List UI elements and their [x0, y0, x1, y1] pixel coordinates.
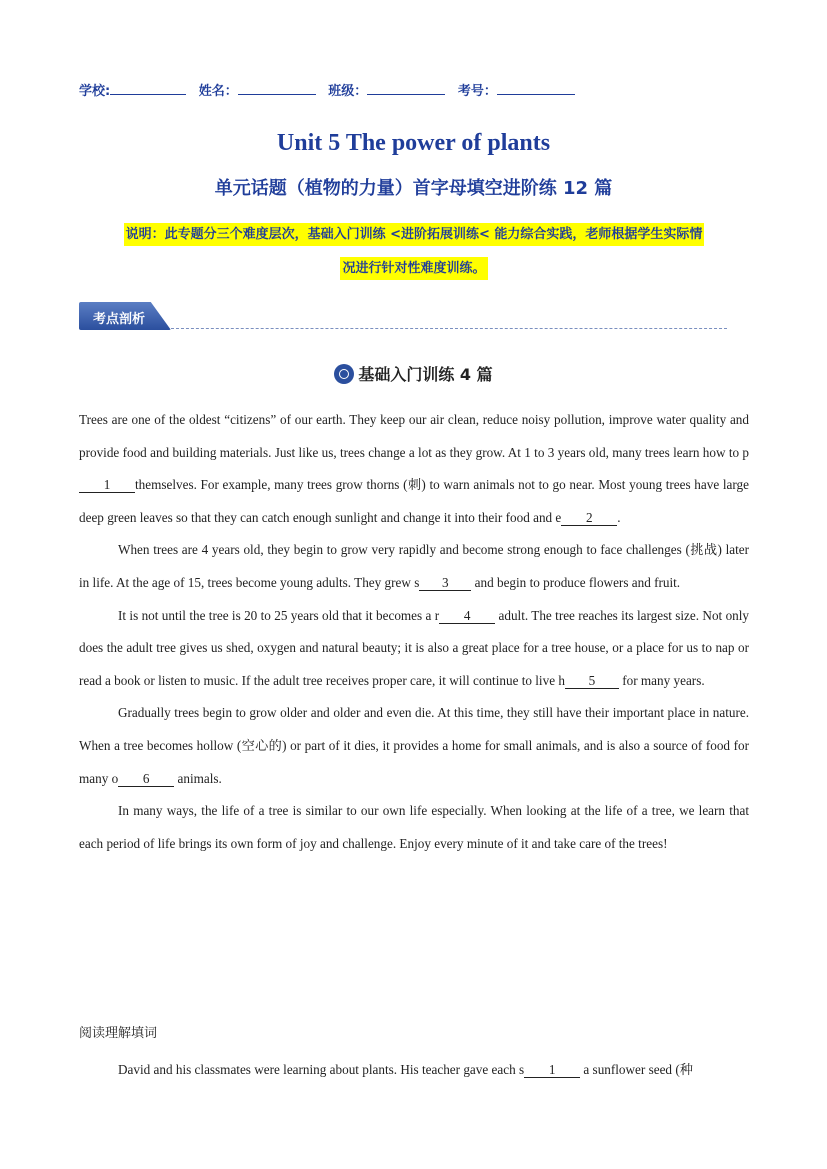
note-line-2: 况进行针对性难度训练。 [340, 257, 487, 280]
answer-blank-5[interactable]: 5 [565, 674, 619, 689]
answer-blank-4[interactable]: 4 [439, 609, 495, 624]
paragraph-sunflower-1: David and his classmates were learning about plants. His teacher gave each s 1 a sunflower seed (种 [118, 1062, 693, 1077]
name-field: 姓名： [199, 80, 316, 99]
student-info-row [79, 80, 583, 99]
section-tab [79, 302, 171, 330]
level-heading [0, 362, 827, 385]
answer-blank-6[interactable]: 6 [118, 772, 174, 787]
paragraph-1: Trees are one of the oldest “citizens” of our earth. They keep our air clean, reduce noisy pollution, improve water quality and provide food and building materials. Just like us, trees change a lot as they grow. At 1 to 3 years old, many trees learn how to p1 themselves. For example, many trees grow thorns (刺) to warn animals not to go near. Most young trees have large deep green leaves so that they can catch enough sunlight and change it into their food and e 2 . [79, 412, 749, 525]
school-blank[interactable] [110, 83, 186, 95]
paragraph-4: Gradually trees begin to grow older and older and even die. At this time, they still have their important place in nature. When a tree becomes hollow (空心的) or part of it dies, it provides a home for small animals, and is also a source of food for many o 6 animals. [79, 705, 749, 786]
paragraph-5: In many ways, the life of a tree is similar to our own life especially. When looking at the life of a tree, we learn that each period of life brings its own form of joy and challenge. Enjoy every minute of it and take care of the trees! [79, 803, 749, 851]
answer-blank-p2-1[interactable]: 1 [524, 1063, 580, 1078]
answer-blank-2[interactable]: 2 [561, 511, 617, 526]
note-line-1: 说明：此专题分三个难度层次，基础入门训练 <进阶拓展训练< 能力综合实践，老师根据学生实际情 [124, 223, 705, 246]
section-divider [171, 328, 727, 329]
exam-no-blank[interactable] [497, 83, 575, 95]
exam-no-field: 考号： [458, 80, 575, 99]
passage-trees [79, 404, 749, 860]
instructions-note [79, 218, 749, 286]
name-blank[interactable] [238, 83, 316, 95]
school-field: 学校: [79, 80, 186, 99]
answer-blank-1[interactable]: 1 [79, 478, 135, 493]
class-blank[interactable] [367, 83, 445, 95]
level-badge-icon [334, 364, 354, 384]
paragraph-2: When trees are 4 years old, they begin to grow very rapidly and become strong enough to face challenges (挑战) later in life. At the age of 15, trees become young adults. They grew s 3 and begin to produce flowers and fruit. [79, 542, 749, 590]
class-field: 班级： [328, 80, 445, 99]
passage-sunflower [79, 1054, 749, 1087]
level-heading-text: 基础入门训练 4 篇 [358, 365, 493, 384]
section-tab-label: 考点剖析 [93, 312, 146, 327]
section-reading-fill: 阅读理解填词 [79, 1026, 158, 1041]
answer-blank-3[interactable]: 3 [419, 576, 471, 591]
unit-title: Unit 5 The power of plants [276, 130, 551, 156]
unit-subtitle: 单元话题（植物的力量）首字母填空进阶练 12 篇 [214, 178, 613, 199]
paragraph-3: It is not until the tree is 20 to 25 years old that it becomes a r 4 adult. The tree reaches its largest size. Not only does the adult tree gives us shed, oxygen and natural beauty; it is also a great place for a tree house, or a place for us to nap or read a book or listen to music. If the adult tree receives proper care, it will continue to live h 5 for many years. [79, 607, 750, 688]
